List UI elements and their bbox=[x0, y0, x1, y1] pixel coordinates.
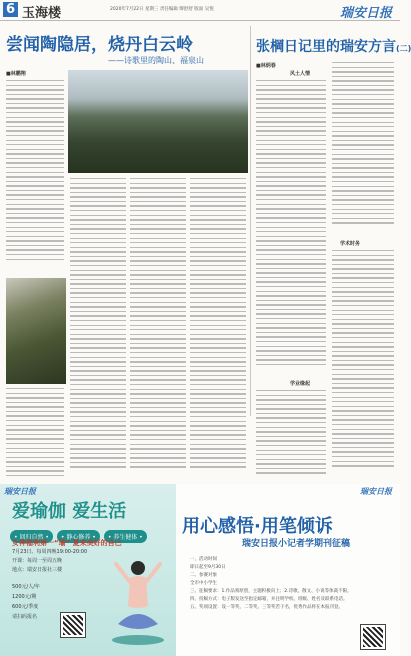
temple-photo bbox=[6, 278, 66, 384]
article2-author: ■林炳春 bbox=[256, 63, 276, 69]
essay-headline: 用心感悟·用笔倾诉 bbox=[182, 516, 333, 537]
article1-body-col2 bbox=[70, 178, 126, 480]
article2-title: 张棡日记里的瑞安方言(二) bbox=[256, 39, 411, 55]
page-header bbox=[0, 0, 400, 21]
essay-rules: 一、活动时间 即日起至9月30日 二、参赛对象 全市中小学生 三、征稿要求：1.作品须原创，主题积极向上；2.诗歌、散文、小说等体裁不限。 四、投稿方式：电子版发送至指定邮箱，并注明学校、班级、姓名及联系电话。 五、奖项设置：设一等奖、二等奖、三等奖若干名，优秀作品将在本报刊登。 bbox=[190, 557, 352, 610]
masthead-logo: 瑞安日报 bbox=[339, 6, 392, 21]
article2-body-col2 bbox=[332, 62, 394, 234]
yoga-qr-code[interactable] bbox=[60, 612, 86, 638]
article2-subhead-3: 学业缘起 bbox=[290, 381, 311, 387]
article1-author: ■林鹏翔 bbox=[6, 71, 26, 77]
yoga-advertisement bbox=[0, 484, 176, 656]
pill-mind: • 静心修养 • bbox=[57, 530, 100, 543]
yoga-figure-illustration bbox=[110, 554, 166, 649]
article2-body-col2b bbox=[332, 250, 394, 480]
essay-contest-advertisement bbox=[176, 484, 400, 656]
yoga-promo: 女神福利第一“瑜” 夏来美好的自己 bbox=[12, 539, 122, 547]
page-number: 6 bbox=[3, 2, 18, 17]
article1-title: 尝闻陶隐居，烧丹白云岭 bbox=[6, 35, 193, 55]
essay-subheadline: 瑞安日报小记者学期刊征稿 bbox=[242, 539, 351, 549]
article2-subhead-1: 风土人情 bbox=[290, 71, 311, 77]
mountain-photo bbox=[68, 70, 248, 173]
essay-qr-code[interactable] bbox=[360, 624, 386, 650]
article1-body-col4 bbox=[190, 178, 246, 480]
yoga-headline: 爱瑜伽 爱生活 bbox=[12, 501, 127, 522]
issue-meta: 2020年7月22日 星期三 责任编辑 缪舒舒 版面 吴悦 bbox=[110, 7, 214, 12]
article2-body-col1 bbox=[256, 80, 326, 378]
yoga-fees: 500元/人/年 1200元/期 600元/季度 请扫码报名 bbox=[12, 584, 40, 620]
section-title: 玉海楼 bbox=[22, 6, 62, 21]
yoga-dates: 7月23日、每周四晚19:00-20:00 开课：每周一至周五晚 地点：瑞安日报社三楼 bbox=[12, 549, 88, 573]
ad2-masthead: 瑞安日报 bbox=[360, 486, 392, 496]
pill-health: • 养生健体 • bbox=[104, 530, 147, 543]
article2-subhead-2: 学术时务 bbox=[340, 241, 361, 247]
pill-nature: • 回归自然 • bbox=[10, 530, 53, 543]
article1-body-col3 bbox=[130, 178, 186, 480]
article1-body-col1b bbox=[6, 388, 64, 480]
article2-body-col1b bbox=[256, 390, 326, 480]
ad-masthead: 瑞安日报 bbox=[4, 486, 36, 496]
article1-subtitle: ——诗歌里的陶山、福泉山 bbox=[108, 56, 204, 65]
column-divider bbox=[250, 26, 251, 416]
article1-body-col1 bbox=[6, 80, 64, 270]
